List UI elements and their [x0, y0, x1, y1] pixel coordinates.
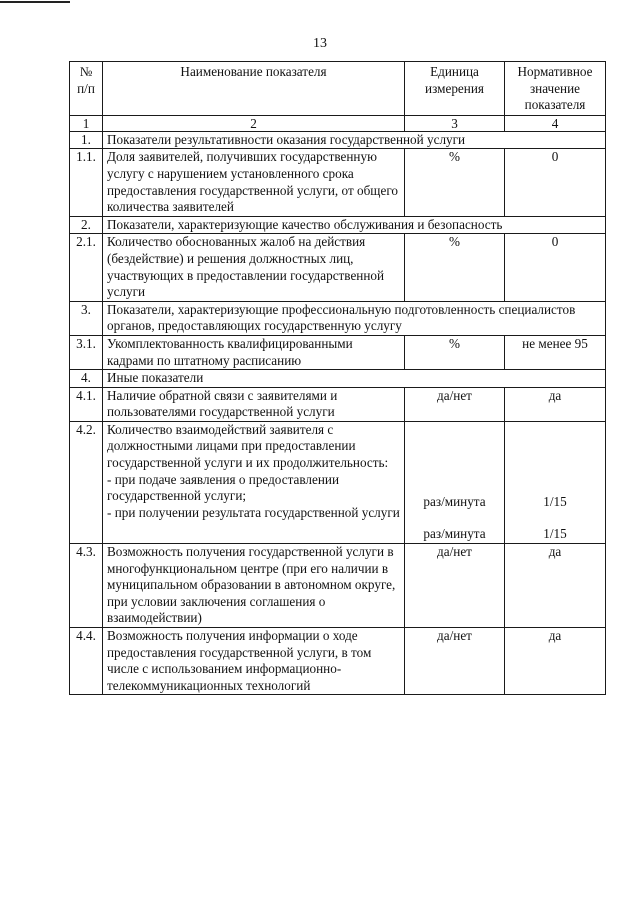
indicator-name: Укомплектованность квалифицированными кадрами по штатному расписанию: [103, 335, 405, 369]
section-row: [70, 370, 606, 388]
section-title: Иные показатели: [103, 370, 606, 388]
subitem-value: 1/15: [543, 526, 567, 542]
indicator-name: Количество обоснованных жалоб на действия (бездействие) и решения должностных лиц, участвующих в предоставлении государственной услуги: [103, 234, 405, 301]
row-number: 4.4.: [70, 628, 103, 695]
table-row: [70, 149, 606, 216]
row-number: 3.1.: [70, 335, 103, 369]
indicator-subitem: - при получении результата государственной услуги: [107, 504, 400, 520]
indicator-value: не менее 95: [505, 335, 606, 369]
row-number: 2.1.: [70, 234, 103, 301]
row-number: 1.1.: [70, 149, 103, 216]
indicator-intro: Количество взаимодействий заявителя с должностными лицами при предоставлении государственной услуги и их продолжительность:: [107, 421, 389, 471]
table-row: [70, 387, 606, 421]
indicator-value: 0: [505, 149, 606, 216]
column-index: 3: [405, 115, 505, 131]
column-index: 4: [505, 115, 606, 131]
header-number: № п/п: [70, 62, 103, 116]
column-index-row: [70, 115, 606, 131]
indicator-unit: да/нет: [405, 544, 505, 628]
page-number: 13: [313, 36, 327, 51]
indicator-name: Возможность получения информации о ходе предоставления государственной услуги, в том числе с использованием информационно-телекоммуникационных технологий: [103, 628, 405, 695]
indicator-value: да: [505, 628, 606, 695]
indicator-value: [505, 421, 606, 543]
section-title: Показатели, характеризующие качество обслуживания и безопасность: [103, 216, 606, 234]
indicator-unit: %: [405, 335, 505, 369]
table-row: [70, 421, 606, 543]
section-row: [70, 301, 606, 335]
indicator-value: да: [505, 544, 606, 628]
table-row: [70, 234, 606, 301]
subitem-unit: раз/минута: [423, 493, 486, 509]
section-title: Показатели результативности оказания государственной услуги: [103, 131, 606, 149]
row-number: 2.: [70, 216, 103, 234]
section-title: Показатели, характеризующие профессиональную подготовленность специалистов органов, предоставляющих государственную услугу: [103, 301, 606, 335]
indicators-table: [69, 61, 606, 695]
column-index: 1: [70, 115, 103, 131]
indicator-name: Доля заявителей, получивших государственную услугу с нарушением установленного срока предоставления государственной услуги, от общего количества заявителей: [103, 149, 405, 216]
row-number: 1.: [70, 131, 103, 149]
column-index: 2: [103, 115, 405, 131]
table-row: [70, 628, 606, 695]
header-value: Нормативное значение показателя: [505, 62, 606, 116]
header-row: [70, 62, 606, 116]
row-number: 4.: [70, 370, 103, 388]
indicator-subitem: - при подаче заявления о предоставлении государственной услуги;: [107, 471, 340, 504]
subitem-unit: раз/минута: [423, 526, 486, 542]
indicator-value: да: [505, 387, 606, 421]
indicator-unit: да/нет: [405, 387, 505, 421]
indicator-unit: да/нет: [405, 628, 505, 695]
header-unit: Единица измерения: [405, 62, 505, 116]
indicator-unit: %: [405, 149, 505, 216]
indicator-unit: %: [405, 234, 505, 301]
section-row: [70, 216, 606, 234]
row-number: 4.1.: [70, 387, 103, 421]
corner-mark: [0, 1, 70, 3]
indicator-unit: [405, 421, 505, 543]
row-number: 4.3.: [70, 544, 103, 628]
row-number: 3.: [70, 301, 103, 335]
row-number: 4.2.: [70, 421, 103, 543]
section-row: [70, 131, 606, 149]
indicator-name: Наличие обратной связи с заявителями и пользователями государственной услуги: [103, 387, 405, 421]
table-row: [70, 544, 606, 628]
subitem-value: 1/15: [543, 493, 567, 509]
header-name: Наименование показателя: [103, 62, 405, 116]
table-row: [70, 335, 606, 369]
indicator-value: 0: [505, 234, 606, 301]
indicator-name: [103, 421, 405, 543]
indicator-name: Возможность получения государственной услуги в многофункциональном центре (при его наличии в муниципальном образовании в автономном округе, при условии заключения соглашения о взаимодействии): [103, 544, 405, 628]
